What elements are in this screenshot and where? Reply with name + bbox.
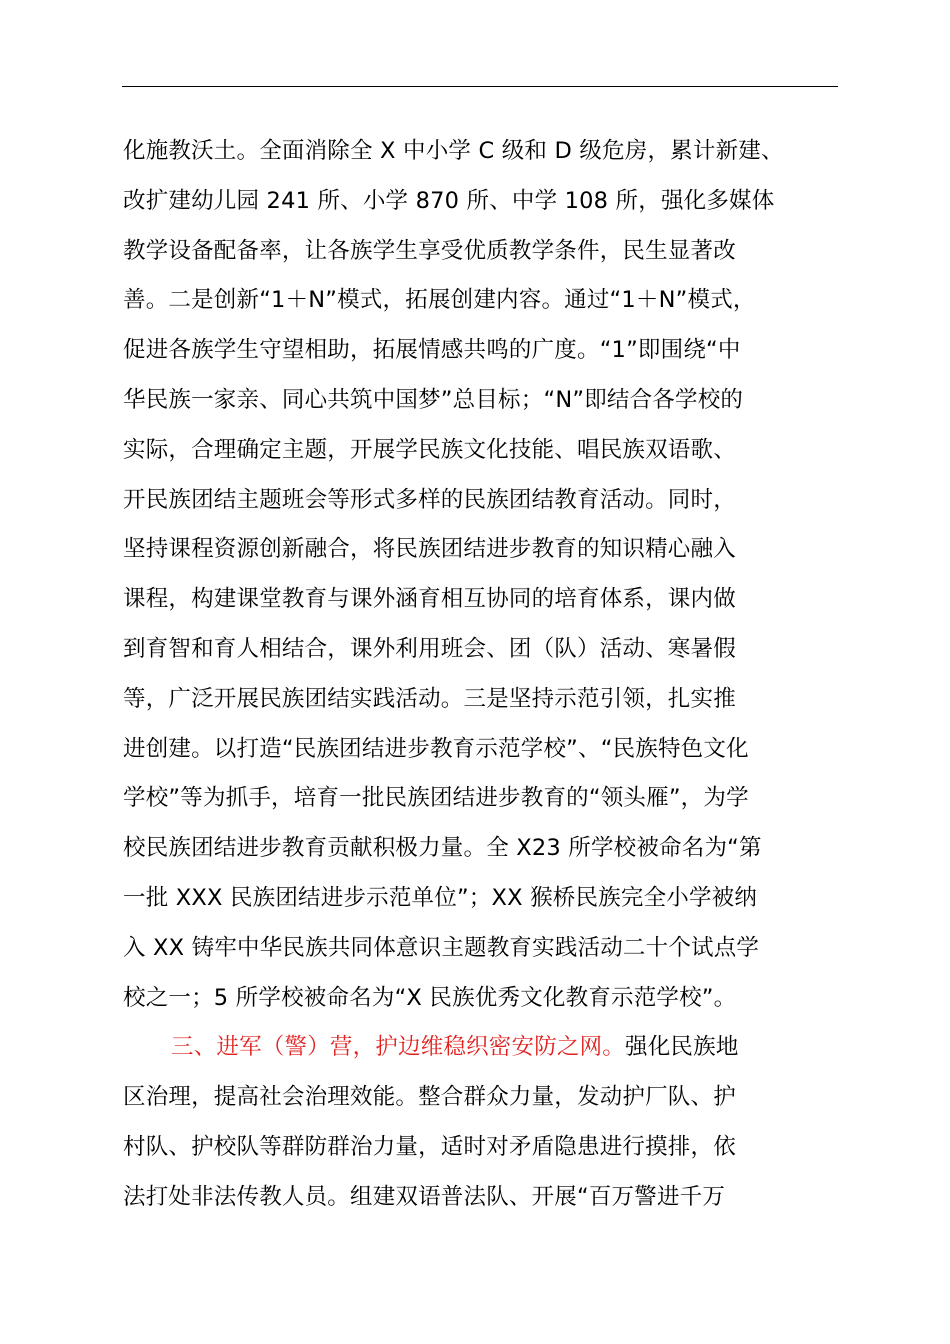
- text-line: 课程，构建课堂教育与课外涵育相互协同的培育体系，课内做: [123, 586, 736, 613]
- text-line: 等，广泛开展民族团结实践活动。三是坚持示范引领，扎实推: [123, 685, 736, 712]
- text-line: 改扩建幼儿园 241 所、小学 870 所、中学 108 所，强化多媒体: [123, 187, 775, 214]
- text-line: 入 XX 铸牢中华民族共同体意识主题教育实践活动二十个试点学: [123, 934, 760, 961]
- text-line: 一批 XXX 民族团结进步示范单位”；XX 猴桥民族完全小学被纳: [123, 884, 758, 911]
- text-line: 化施教沃土。全面消除全 X 中小学 C 级和 D 级危房，累计新建、: [123, 138, 784, 164]
- header-rule: [122, 86, 838, 87]
- section-3-heading: 三、进军（警）营，护边维稳织密安防之网。: [171, 1034, 626, 1061]
- text-line: 校之一；5 所学校被命名为“X 民族优秀文化教育示范学校”。: [123, 984, 737, 1011]
- section-3-first-line: [123, 1023, 839, 1073]
- text-line: 善。二是创新“1＋N”模式，拓展创建内容。通过“1＋N”模式，: [123, 287, 756, 314]
- text-line: 校民族团结进步教育贡献积极力量。全 X23 所学校被命名为“第: [123, 835, 762, 862]
- text-line: 促进各族学生守望相助，拓展情感共鸣的广度。“1”即围绕“中: [123, 337, 741, 364]
- section-3-first-line-text: 强化民族地: [625, 1034, 739, 1061]
- body-text: [123, 127, 839, 1223]
- text-line: 实际，合理确定主题，开展学民族文化技能、唱民族双语歌、: [123, 436, 736, 463]
- text-line: 教学设备配备率，让各族学生享受优质教学条件，民生显著改: [123, 237, 736, 264]
- text-line: 区治理，提高社会治理效能。整合群众力量，发动护厂队、护: [123, 1084, 736, 1111]
- text-line: 开民族团结主题班会等形式多样的民族团结教育活动。同时，: [123, 486, 736, 513]
- text-line: 村队、护校队等群防群治力量，适时对矛盾隐患进行摸排，依: [123, 1133, 736, 1160]
- text-line: 到育智和育人相结合，课外利用班会、团（队）活动、寒暑假: [123, 635, 736, 662]
- text-line: 华民族一家亲、同心共筑中国梦”总目标；“N”即结合各学校的: [123, 386, 744, 413]
- text-line: 法打处非法传教人员。组建双语普法队、开展“百万警进千万: [123, 1183, 726, 1210]
- text-line: 进创建。以打造“民族团结进步教育示范学校”、“民族特色文化: [123, 735, 749, 762]
- text-line: 坚持课程资源创新融合，将民族团结进步教育的知识精心融入: [123, 536, 736, 563]
- text-line: 学校”等为抓手，培育一批民族团结进步教育的“领头雁”，为学: [123, 785, 749, 812]
